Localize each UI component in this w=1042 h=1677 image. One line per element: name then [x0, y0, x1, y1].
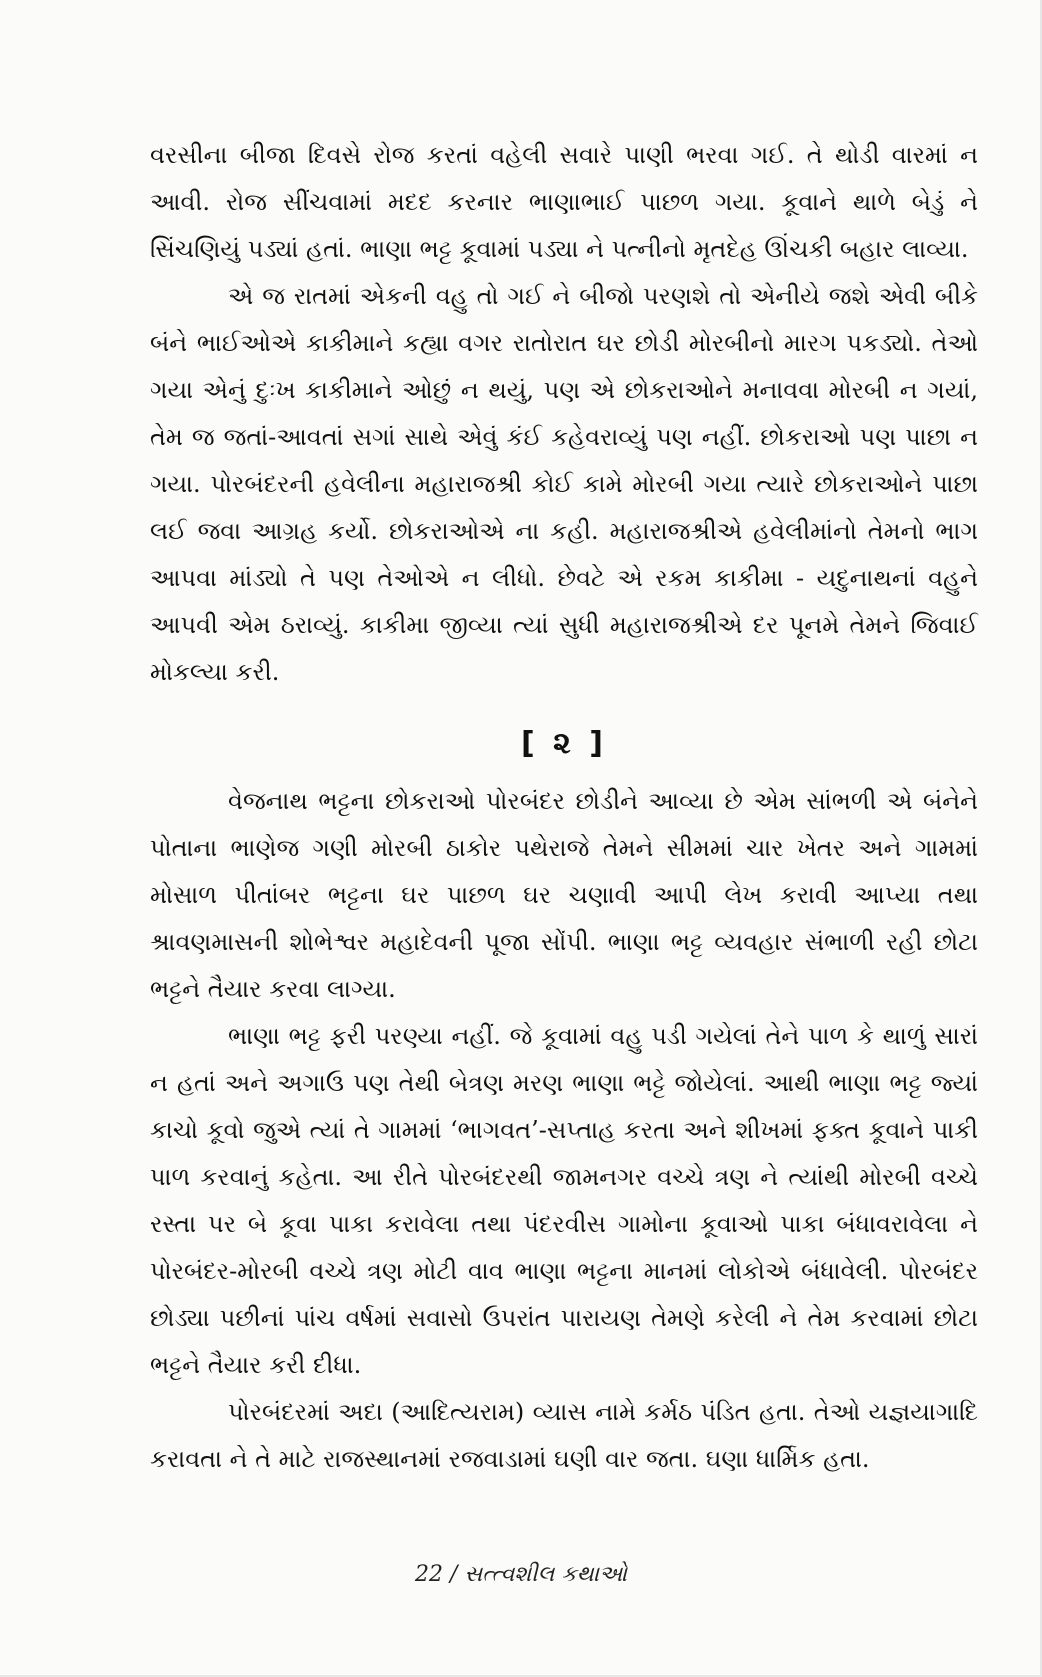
paragraph-1: વરસીના બીજા દિવસે રોજ કરતાં વહેલી સવારે પાણી ભરવા ગઈ. તે થોડી વારમાં ન આવી. રોજ સીંચવામાં મદદ કરનાર ભાણાભાઈ પાછળ ગયા. કૂવાને થાળે બેડું ને સિંચણિયું પડ્યાં હતાં. ભાણા ભટ્ટ કૂવામાં પડ્યા ને પત્નીનો મૃતદેહ ઊંચકી બહાર લાવ્યા.	[150, 141, 978, 263]
paragraph-2: એ જ રાતમાં એકની વહુ તો ગઈ ને બીજો પરણશે તો એનીયે જશે એવી બીકે બંને ભાઈઓએ કાકીમાને કહ્યા વગર રાતોરાત ઘર છોડી મોરબીનો મારગ પકડ્યો. તેઓ ગયા એનું દુઃખ કાકીમાને ઓછું ન થયું, પણ એ છોકરાઓને મનાવવા મોરબી ન ગયાં, તેમ જ જતાં-આવતાં સગાં સાથે એવું કંઈ કહેવરાવ્યું પણ નહીં. છોકરાઓ પણ પાછા ન ગયા. પોરબંદરની હવેલીના મહારાજશ્રી કોઈ કામે મોરબી ગયા ત્યારે છોકરાઓને પાછા લઈ જવા આગ્રહ કર્યો. છોકરાઓએ ના કહી. મહારાજશ્રીએ હવેલીમાંનો તેમનો ભાગ આપવા માંડ્યો તે પણ તેઓએ ન લીધો. છેવટે એ રકમ કાકીમા - યદુનાથનાં વહુને આપવી એમ ઠરાવ્યું. કાકીમા જીવ્યા ત્યાં સુધી મહારાજશ્રીએ દર પૂનમે તેમને જિવાઈ મોકલ્યા કરી.	[150, 282, 978, 686]
paragraph-4: ભાણા ભટ્ટ ફરી પરણ્યા નહીં. જે કૂવામાં વહુ પડી ગયેલાં તેને પાળ કે થાળું સારાં ન હતાં અને અગાઉ પણ તેથી બેત્રણ મરણ ભાણા ભટ્ટે જોયેલાં. આથી ભાણા ભટ્ટ જ્યાં કાચો કૂવો જુએ ત્યાં તે ગામમાં ‘ભાગવત’-સપ્તાહ કરતા અને શીખમાં ફક્ત કૂવાને પાકી પાળ કરવાનું કહેતા. આ રીતે પોરબંદરથી જામનગર વચ્ચે ત્રણ ને ત્યાંથી મોરબી વચ્ચે રસ્તા પર બે કૂવા પાકા કરાવેલા તથા પંદરવીસ ગામોના કૂવાઓ પાકા બંધાવરાવેલા ને પોરબંદર-મોરબી વચ્ચે ત્રણ મોટી વાવ ભાણા ભટ્ટના માનમાં લોકોએ બંધાવેલી. પોરબંદર છોડ્યા પછીનાં પાંચ વર્ષમાં સવાસો ઉપરાંત પારાયણ તેમણે કરેલી ને તેમ કરવામાં છોટા ભટ્ટને તૈયાર કરી દીધા.	[150, 1022, 978, 1379]
page-body	[150, 132, 978, 1483]
paragraph-5: પોરબંદરમાં અદા (આદિત્યરામ) વ્યાસ નામે કર્મઠ પંડિત હતા. તેઓ યજ્ઞયાગાદિ કરાવતા ને તે માટે રાજસ્થાનમાં રજવાડામાં ઘણી વાર જતા. ઘણા ધાર્મિક હતા.	[150, 1398, 978, 1473]
paragraph-3: વેજનાથ ભટ્ટના છોકરાઓ પોરબંદર છોડીને આવ્યા છે એમ સાંભળી એ બંનેને પોતાના ભાણેજ ગણી મોરબી ઠાકોર પથેરાજે તેમને સીમમાં ચાર ખેતર અને ગામમાં મોસાળ પીતાંબર ભટ્ટના ઘર પાછળ ઘર ચણાવી આપી લેખ કરાવી આપ્યા તથા શ્રાવણમાસની શોભેશ્વર મહાદેવની પૂજા સોંપી. ભાણા ભટ્ટ વ્યવહાર સંભાળી રહી છોટા ભટ્ટને તૈયાર કરવા લાગ્યા.	[150, 787, 978, 1003]
page-footer: 22 / સત્ત્વશીલ કથાઓ	[415, 1562, 627, 1587]
section-number: [ ૨ ]	[521, 726, 607, 761]
